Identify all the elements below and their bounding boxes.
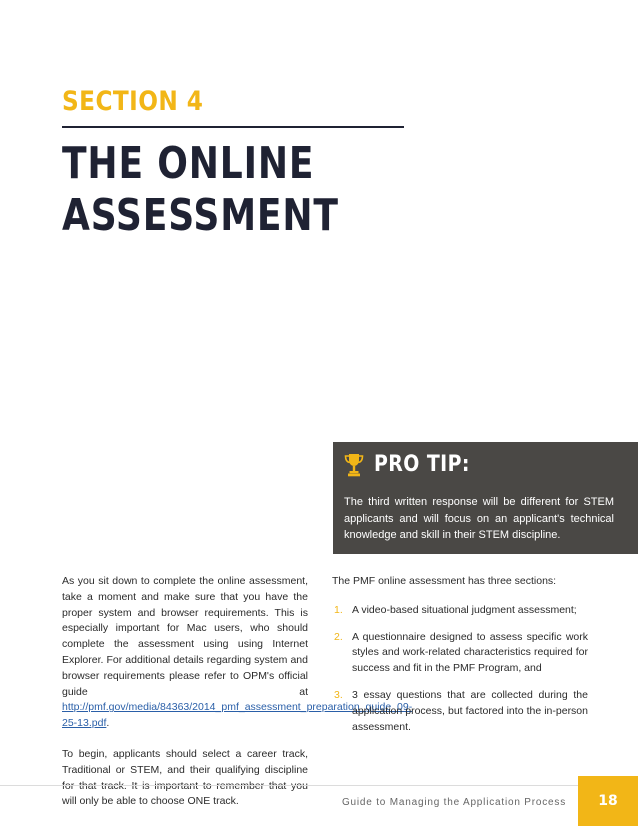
opm-guide-link[interactable]: http://pmf.gov/media/84363/2014_pmf_assessment_preparation_guide_09-25-13.pdf xyxy=(62,701,413,730)
pro-tip-header xyxy=(344,452,486,477)
list-item-number: 2. xyxy=(334,630,343,643)
list-item-text: A questionnaire designed to assess specific work styles and work-related characteristics required for success and fit in the PMF Program, and xyxy=(352,630,588,675)
footer-divider xyxy=(0,785,578,786)
track-paragraph: To begin, applicants should select a career track, Traditional or STEM, and their qualifying discipline will only be able to choose ONE track. xyxy=(62,747,308,808)
list-item-number: 3. xyxy=(334,688,343,701)
pro-tip-title: PRO TIP: xyxy=(374,452,470,477)
right-column xyxy=(332,574,588,746)
list-item xyxy=(332,688,588,735)
intro-paragraph xyxy=(62,574,413,732)
trophy-icon xyxy=(344,453,364,477)
intro-paragraph-end: . xyxy=(106,717,110,730)
pro-tip-text: The third written response will be different for STEM applicants and will focus on an applicant's technical knowledge and skill in their STEM discipline. xyxy=(344,496,614,541)
page-title-line-2: ASSESSMENT xyxy=(62,190,339,241)
section-divider xyxy=(62,126,404,128)
page-number-badge xyxy=(578,776,638,826)
list-item xyxy=(332,630,588,677)
page-title xyxy=(62,138,339,242)
list-item xyxy=(332,603,588,619)
list-item-number: 1. xyxy=(334,603,343,616)
page-number: 18 xyxy=(598,793,618,809)
list-item-text: 3 essay questions that are collected during the application process, but factored into the in-person assessment. xyxy=(352,688,588,733)
footer-guide-title: Guide to Managing the Application Process xyxy=(341,797,566,808)
page-title-line-1: THE ONLINE xyxy=(62,138,315,189)
list-item-text: A video-based situational judgment assessment; xyxy=(352,603,577,616)
section-label: SECTION 4 xyxy=(62,86,204,117)
left-column xyxy=(62,574,413,810)
sections-intro: The PMF online assessment has three sections: xyxy=(332,575,557,587)
intro-paragraph-text: As you sit down to complete the online assessment, take a moment and make sure that you have the proper system and browser requirements. This is especially important for Mac users, who should complete the assessment using using Internet Explorer. For additional details regarding system and browser requirements please refer to OPM's official guide at xyxy=(62,575,308,698)
